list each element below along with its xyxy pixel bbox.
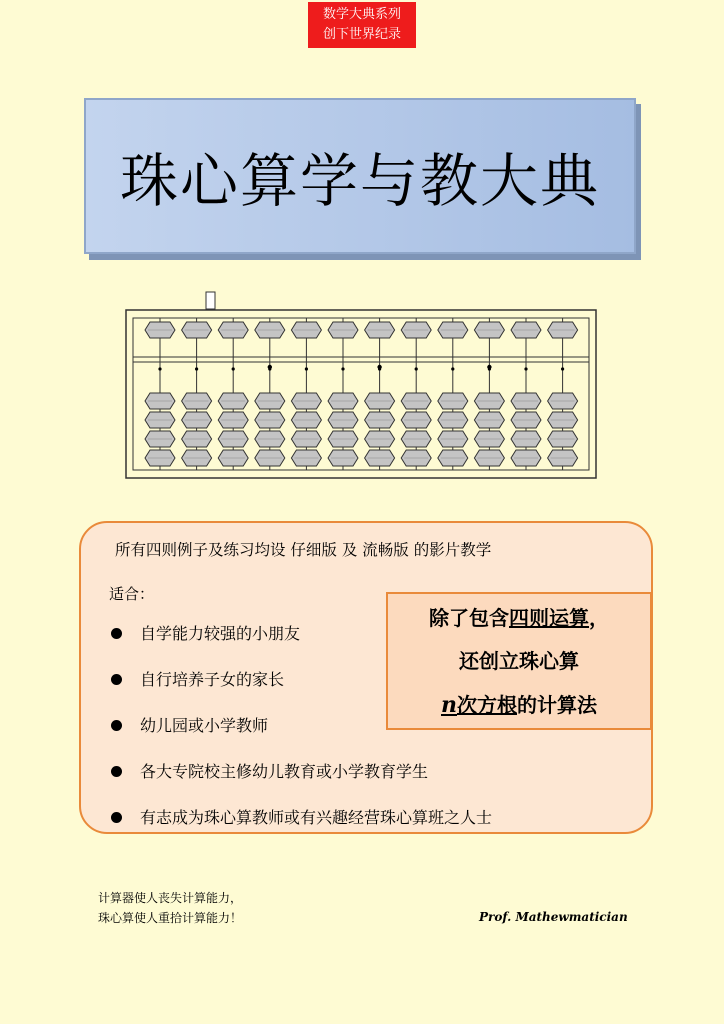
- abacus-tab: [206, 292, 215, 309]
- abacus-rod-dot: [378, 367, 381, 370]
- highlight-text: 的计算法: [517, 693, 597, 717]
- motto-line-1: 计算器使人丧失计算能力，: [98, 891, 243, 905]
- suitable-label: 适合：: [109, 585, 155, 603]
- highlight-line-1: [388, 602, 650, 631]
- series-badge: [308, 2, 416, 48]
- abacus-rod-dot: [488, 367, 491, 370]
- highlight-punct: ，: [589, 606, 609, 630]
- list-item: [108, 760, 492, 806]
- abacus-rod-dot: [158, 367, 161, 370]
- abacus-rod-dot: [451, 367, 454, 370]
- motto-line-2: 珠心算使人重拾计算能力！: [98, 911, 243, 925]
- abacus-rod-dot: [305, 367, 308, 370]
- motto: [98, 888, 242, 928]
- bullet-dot-icon: [111, 628, 122, 639]
- bullet-dot-icon: [111, 674, 122, 685]
- bullet-dot-icon: [111, 766, 122, 777]
- highlight-text: 除了包含: [429, 606, 509, 630]
- abacus-rod-dot: [415, 367, 418, 370]
- video-teaching-note: 所有四则例子及练习均设 仔细版 及 流畅版 的影片教学: [115, 541, 492, 559]
- bullet-dot-icon: [111, 720, 122, 731]
- feature-highlight-box: [386, 592, 652, 730]
- author-signature: Prof. Mathewmatician: [479, 910, 628, 924]
- highlight-underlined-text: 次方根: [457, 693, 517, 717]
- abacus-rod-dot: [341, 367, 344, 370]
- audience-text: 有志成为珠心算教师或有兴趣经营珠心算班之人士: [140, 808, 493, 827]
- audience-text: 自学能力较强的小朋友: [140, 624, 301, 643]
- badge-line-1: 数学大典系列: [322, 7, 401, 22]
- abacus-rod-dot: [268, 367, 271, 370]
- abacus-illustration: [124, 290, 600, 480]
- highlight-n-symbol: n: [441, 692, 457, 718]
- title-banner: [84, 98, 636, 254]
- abacus-rod-dot: [195, 367, 198, 370]
- abacus-rod-dot: [232, 367, 235, 370]
- badge-line-2: 创下世界纪录: [322, 27, 401, 42]
- audience-text: 幼儿园或小学教师: [140, 716, 269, 735]
- abacus-rod-dot: [524, 367, 527, 370]
- audience-text: 各大专院校主修幼儿教育或小学教育学生: [140, 762, 429, 781]
- abacus-rod-dot: [561, 367, 564, 370]
- highlight-underlined-text: 四则运算: [509, 606, 589, 630]
- bullet-dot-icon: [111, 812, 122, 823]
- book-title: 珠心算学与教大典: [119, 147, 600, 215]
- audience-text: 自行培养子女的家长: [140, 670, 285, 689]
- highlight-line-2: 还创立珠心算: [459, 649, 579, 673]
- list-item: [108, 806, 492, 852]
- highlight-line-3: [388, 689, 650, 718]
